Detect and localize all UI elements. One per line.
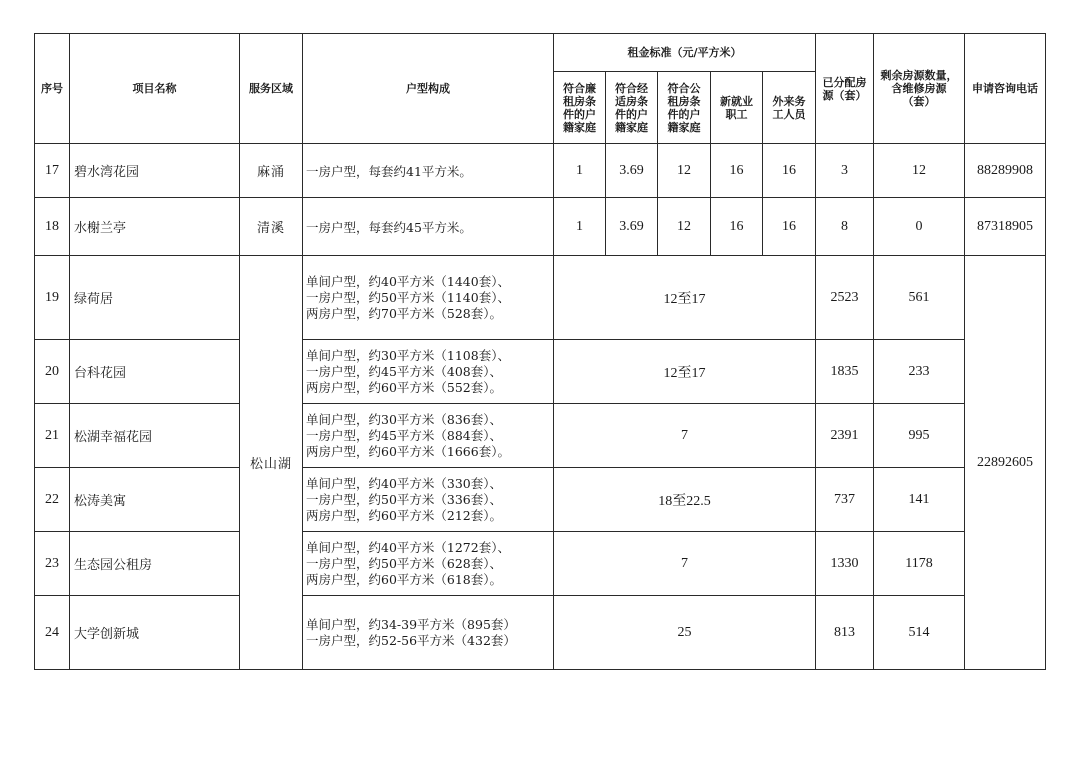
row-allocated: 1330 <box>816 532 874 596</box>
row-allocated: 2391 <box>816 404 874 468</box>
table-row <box>35 532 1046 596</box>
row-project-name: 台科花园 <box>70 340 240 404</box>
col-header-rent-new-employee: 新就业 职工 <box>711 72 763 144</box>
row-project-name: 碧水湾花园 <box>70 144 240 198</box>
row-project-name: 绿荷居 <box>70 256 240 340</box>
row-remaining: 1178 <box>874 532 965 596</box>
row-rent-new-employee: 16 <box>711 198 763 256</box>
row-project-name: 生态园公租房 <box>70 532 240 596</box>
col-header-phone: 申请咨询电话 <box>965 34 1046 144</box>
row-layout: 单间户型，约40平方米（1440套）、 一房户型，约50平方米（1140套）、 两房户型，约70平方米（528套）。 <box>303 256 554 340</box>
table-row <box>35 468 1046 532</box>
row-seq: 17 <box>35 144 70 198</box>
col-header-rent-lowrent: 符合廉 租房条 件的户 籍家庭 <box>554 72 606 144</box>
col-header-allocated: 已分配房 源（套） <box>816 34 874 144</box>
rental-housing-table <box>34 33 1046 670</box>
table-row <box>35 256 1046 340</box>
row-rent-range: 12至17 <box>554 256 816 340</box>
row-layout: 单间户型，约30平方米（836套）、 一房户型，约45平方米（884套）、 两房户型，约60平方米（1666套）。 <box>303 404 554 468</box>
row-seq: 24 <box>35 596 70 670</box>
row-phone: 87318905 <box>965 198 1046 256</box>
row-rent-lowrent: 1 <box>554 144 606 198</box>
col-header-rent-group: 租金标准（元/平方米） <box>554 34 816 72</box>
row-layout: 单间户型，约40平方米（1272套）、 一房户型，约50平方米（628套）、 两房户型，约60平方米（618套）。 <box>303 532 554 596</box>
row-area: 清溪 <box>240 198 303 256</box>
col-header-name: 项目名称 <box>70 34 240 144</box>
row-layout: 单间户型，约40平方米（330套）、 一房户型，约50平方米（336套）、 两房户型，约60平方米（212套）。 <box>303 468 554 532</box>
row-rent-affordable: 3.69 <box>606 198 658 256</box>
row-remaining: 12 <box>874 144 965 198</box>
row-seq: 23 <box>35 532 70 596</box>
col-header-area: 服务区域 <box>240 34 303 144</box>
row-rent-range: 7 <box>554 532 816 596</box>
col-header-seq: 序号 <box>35 34 70 144</box>
col-header-rent-migrant: 外来务 工人员 <box>763 72 816 144</box>
row-allocated: 1835 <box>816 340 874 404</box>
row-remaining: 233 <box>874 340 965 404</box>
songshan-phone-cell: 22892605 <box>965 256 1046 670</box>
row-rent-range: 7 <box>554 404 816 468</box>
row-layout: 一房户型，每套约41平方米。 <box>303 144 554 198</box>
row-phone: 88289908 <box>965 144 1046 198</box>
row-layout: 单间户型，约30平方米（1108套）、 一房户型，约45平方米（408套）、 两房户型，约60平方米（552套）。 <box>303 340 554 404</box>
songshan-area-cell: 松山湖 <box>240 256 303 670</box>
row-rent-new-employee: 16 <box>711 144 763 198</box>
table-row <box>35 198 1046 256</box>
col-header-remaining: 剩余房源数量， 含维修房源 （套） <box>874 34 965 144</box>
row-rent-range: 12至17 <box>554 340 816 404</box>
row-rent-range: 25 <box>554 596 816 670</box>
table-row <box>35 596 1046 670</box>
row-seq: 18 <box>35 198 70 256</box>
row-remaining: 995 <box>874 404 965 468</box>
row-allocated: 813 <box>816 596 874 670</box>
row-remaining: 561 <box>874 256 965 340</box>
row-rent-migrant: 16 <box>763 198 816 256</box>
row-project-name: 松湖幸福花园 <box>70 404 240 468</box>
row-rent-public: 12 <box>658 198 711 256</box>
col-header-rent-public: 符合公 租房条 件的户 籍家庭 <box>658 72 711 144</box>
header-row-1 <box>35 34 1046 72</box>
row-rent-public: 12 <box>658 144 711 198</box>
row-seq: 19 <box>35 256 70 340</box>
row-layout: 单间户型，约34-39平方米（895套） 一房户型，约52-56平方米（432套） <box>303 596 554 670</box>
row-seq: 21 <box>35 404 70 468</box>
row-seq: 22 <box>35 468 70 532</box>
table-row <box>35 340 1046 404</box>
row-rent-migrant: 16 <box>763 144 816 198</box>
col-header-layout: 户型构成 <box>303 34 554 144</box>
row-project-name: 大学创新城 <box>70 596 240 670</box>
table-row <box>35 144 1046 198</box>
row-allocated: 737 <box>816 468 874 532</box>
row-seq: 20 <box>35 340 70 404</box>
row-remaining: 514 <box>874 596 965 670</box>
row-layout: 一房户型，每套约45平方米。 <box>303 198 554 256</box>
col-header-rent-affordable: 符合经 适房条 件的户 籍家庭 <box>606 72 658 144</box>
row-project-name: 水榭兰亭 <box>70 198 240 256</box>
row-rent-lowrent: 1 <box>554 198 606 256</box>
row-allocated: 2523 <box>816 256 874 340</box>
row-rent-affordable: 3.69 <box>606 144 658 198</box>
row-allocated: 3 <box>816 144 874 198</box>
row-allocated: 8 <box>816 198 874 256</box>
row-remaining: 141 <box>874 468 965 532</box>
row-rent-range: 18至22.5 <box>554 468 816 532</box>
row-area: 麻涌 <box>240 144 303 198</box>
row-remaining: 0 <box>874 198 965 256</box>
row-project-name: 松涛美寓 <box>70 468 240 532</box>
table-row <box>35 404 1046 468</box>
